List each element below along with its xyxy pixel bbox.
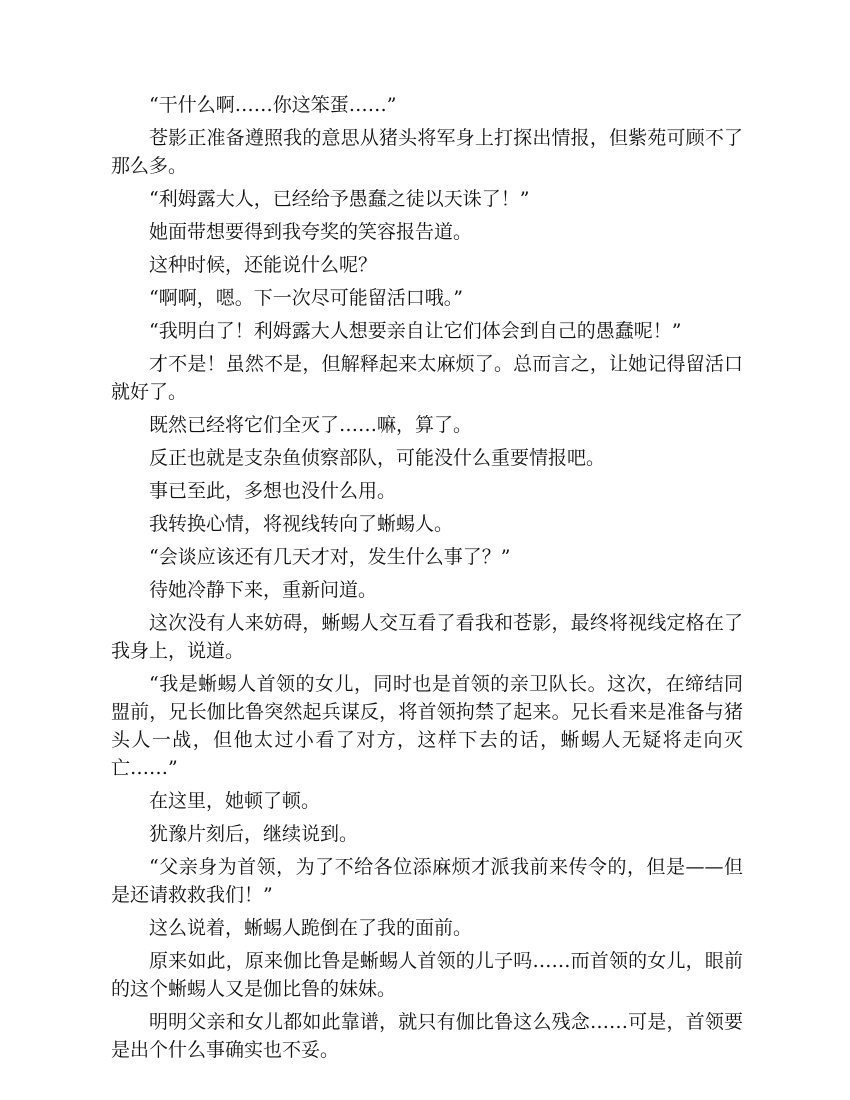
paragraph-5: 这种时候，还能说什么呢？ <box>149 254 378 276</box>
paragraph-6: “啊啊，嗯。下一次尽可能留活口哦。” <box>149 287 463 309</box>
paragraph-8: 才不是！虽然不是，但解释起来太麻烦了。总而言之，让她记得留活口就好了。 <box>111 353 743 403</box>
paragraph-10: 反正也就是支杂鱼侦察部队，可能没什么重要情报吧。 <box>149 447 606 469</box>
paragraph-11: 事已至此，多想也没什么用。 <box>149 480 397 502</box>
paragraph-2: 苍影正准备遵照我的意思从猪头将军身上打探出情报，但紫苑可顾不了那么多。 <box>111 127 743 177</box>
paragraph-15: 这次没有人来妨碍，蜥蜴人交互看了看我和苍影，最终将视线定格在了我身上，说道。 <box>111 612 743 662</box>
paragraph-3: “利姆露大人，已经给予愚蠢之徒以天诛了！” <box>149 188 530 210</box>
paragraph-12: 我转换心情，将视线转向了蜥蜴人。 <box>149 513 454 535</box>
paragraph-14: 待她冷静下来，重新问道。 <box>149 579 378 601</box>
paragraph-19: “父亲身为首领，为了不给各位添麻烦才派我前来传令的，但是——但是还请救救我们！” <box>111 856 743 906</box>
paragraph-22: 明明父亲和女儿都如此靠谱，就只有伽比鲁这么残念……可是，首领要是出个什么事确实也不妥。 <box>111 1011 743 1061</box>
paragraph-4: 她面带想要得到我夸奖的笑容报告道。 <box>149 221 473 243</box>
paragraph-1: “干什么啊……你这笨蛋……” <box>149 94 397 116</box>
paragraph-18: 犹豫片刻后，继续说到。 <box>149 823 359 845</box>
paragraph-7: “我明白了！利姆露大人想要亲自让它们体会到自己的愚蠢呢！” <box>149 320 682 342</box>
paragraph-21: 原来如此，原来伽比鲁是蜥蜴人首领的儿子吗……而首领的女儿，眼前的这个蜥蜴人又是伽比鲁的妹妹。 <box>111 950 743 1000</box>
paragraph-16: “我是蜥蜴人首领的女儿，同时也是首领的亲卫队长。这次，在缔结同盟前，兄长伽比鲁突然起兵谋反，将首领拘禁了起来。兄长看来是准备与猪头人一战，但他太过小看了对方，这样下去的话，蜥蜴人无疑将走向灭亡……” <box>111 673 743 779</box>
document-page <box>111 91 743 1069</box>
paragraph-13: “会谈应该还有几天才对，发生什么事了？” <box>149 546 511 568</box>
paragraph-17: 在这里，她顿了顿。 <box>149 790 321 812</box>
paragraph-9: 既然已经将它们全灭了……嘛，算了。 <box>149 414 473 436</box>
paragraph-20: 这么说着，蜥蜴人跪倒在了我的面前。 <box>149 917 473 939</box>
